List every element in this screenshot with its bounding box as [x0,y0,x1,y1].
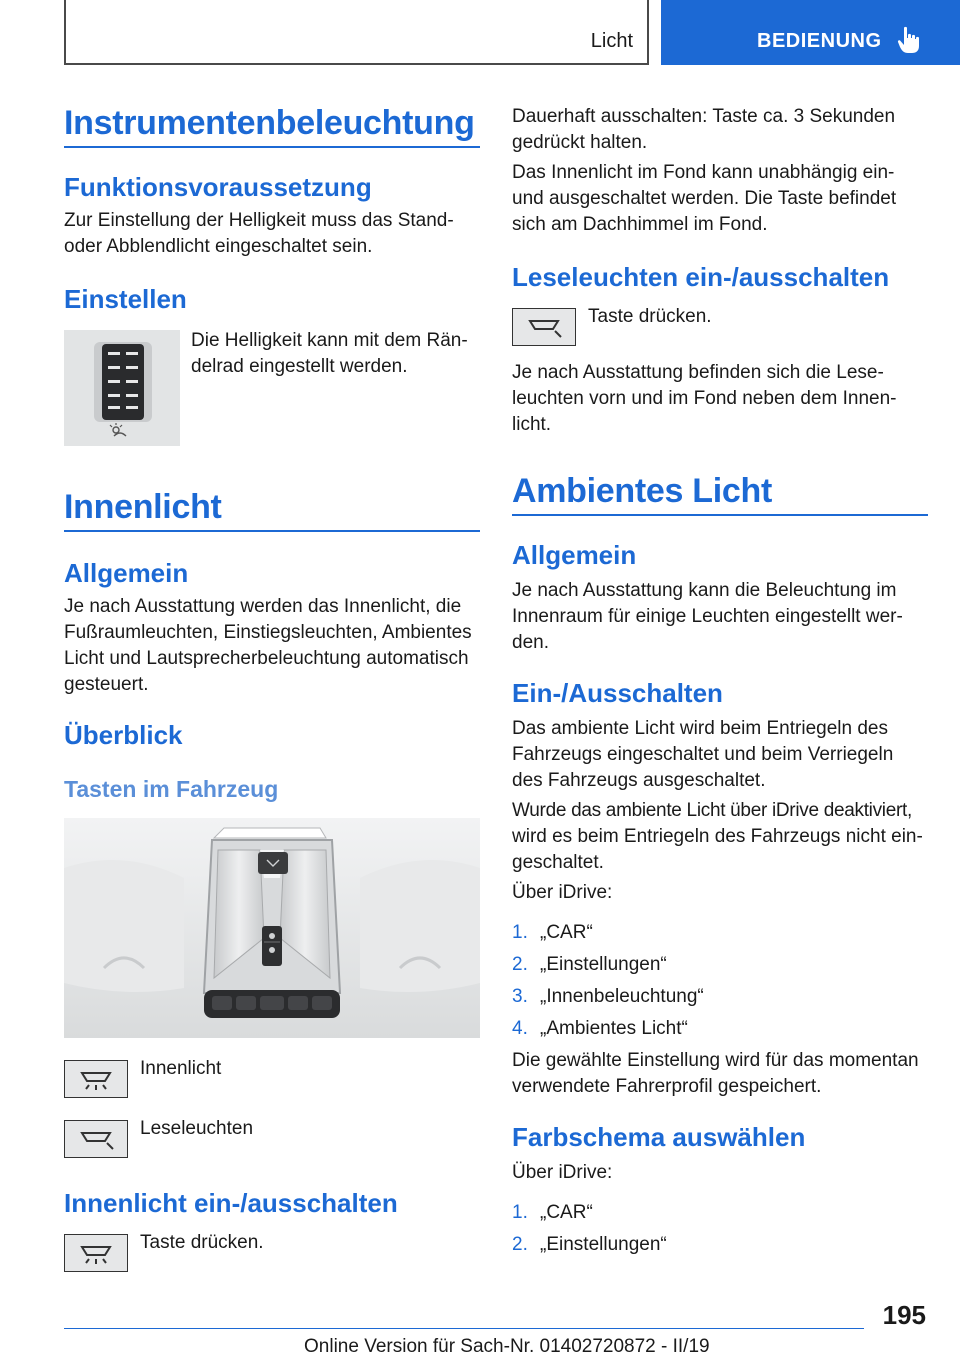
paragraph-line: Innenraum für einige Leuchten eingestellt wer‐ [512,606,903,627]
paragraph-line: Das ambiente Licht wird beim Entriegeln des [512,718,888,739]
heading-leseleuchten-ein-aus: Leseleuchten ein-/ausschalten [512,262,890,292]
paragraph-line: und ausgeschaltet werden. Die Taste befindet [512,188,897,209]
paragraph-line: Je nach Ausstattung befinden sich die Lese‐ [512,362,884,383]
list-item-number: 2. [512,954,528,975]
overhead-console-image [64,818,480,1038]
interior-light-icon [65,1235,127,1271]
leseleuchten-button-thumbnail [64,1120,128,1158]
paragraph-line: Fahrzeugs eingeschaltet und beim Verriegeln [512,744,894,765]
innenlicht-button-thumbnail [64,1234,128,1272]
heading-ambientes-licht: Ambientes Licht [512,472,772,510]
pointing-hand-icon [897,26,921,54]
paragraph-line: Das Innenlicht im Fond kann unabhängig ein- [512,162,895,183]
reading-light-icon [513,309,575,345]
heading-allgemein: Allgemein [512,540,637,570]
header-chapter-tab [661,0,960,65]
heading-funktionsvoraussetzung: Funktionsvoraussetzung [64,172,372,202]
paragraph-line: den. [512,632,549,653]
label-innenlicht: Innenlicht [140,1058,222,1079]
paragraph-line: Fußraumleuchten, Einstiegsleuchten, Ambientes [64,622,472,643]
paragraph-line: wird es beim Entriegeln des Fahrzeugs nicht ein‐ [512,826,923,847]
list-item-text: „Innenbeleuchtung“ [540,986,704,1007]
paragraph-ueber-idrive: Über iDrive: [512,1162,613,1183]
paragraph-line: Licht und Lautsprecherbeleuchtung automatisch [64,648,469,669]
page-number: 195 [882,1300,926,1330]
heading-rule [64,530,480,532]
paragraph-line: leuchten vorn und im Fond neben dem Innen‐ [512,388,897,409]
footer-version-text: Online Version für Sach-Nr. 01402720872 - II/19 [304,1336,710,1357]
list-item-number: 1. [512,922,528,943]
header-chapter-label: BEDIENUNG [757,30,882,52]
heading-allgemein: Allgemein [64,558,189,588]
innenlicht-button-thumbnail [64,1060,128,1098]
list-item-text: „CAR“ [540,1202,593,1223]
paragraph-line: licht. [512,414,552,435]
list-item-text: „Einstellungen“ [540,1234,667,1255]
paragraph-line: Zur Einstellung der Helligkeit muss das Stand‐ [64,210,454,231]
dimmer-wheel-icon [64,330,180,446]
paragraph-line: gesteuert. [64,674,149,695]
dimmer-wheel-image [64,330,180,446]
paragraph-line: Wurde das ambiente Licht über iDrive deaktiviert, [512,800,912,821]
label-leseleuchten: Leseleuchten [140,1118,254,1139]
header-section-label: Licht [590,30,633,52]
paragraph-ueber-idrive: Über iDrive: [512,882,613,903]
paragraph-line: Die gewählte Einstellung wird für das momentan [512,1050,919,1071]
list-item-text: „CAR“ [540,922,593,943]
header-section-box [64,0,649,65]
paragraph-taste-druecken: Taste drücken. [588,306,712,327]
heading-rule [512,514,928,516]
heading-instrumentenbeleuchtung: Instrumentenbeleuchtung [64,104,475,142]
paragraph-line: delrad eingestellt werden. [191,356,408,377]
paragraph-line: gedrückt halten. [512,132,648,153]
list-item-number: 2. [512,1234,528,1255]
heading-innenlicht-ein-aus: Innenlicht ein-/ausschalten [64,1188,398,1218]
list-item-number: 1. [512,1202,528,1223]
heading-farbschema: Farbschema auswählen [512,1122,806,1152]
interior-light-icon [65,1061,127,1097]
paragraph-line: Die Helligkeit kann mit dem Rän‐ [191,330,468,351]
list-item-text: „Ambientes Licht“ [540,1018,688,1039]
overhead-console-icon [64,818,480,1038]
paragraph-line: verwendete Fahrerprofil gespeichert. [512,1076,822,1097]
heading-innenlicht: Innenlicht [64,488,222,526]
footer-rule [64,1328,864,1329]
heading-ein-ausschalten: Ein-/Ausschalten [512,678,723,708]
paragraph-line: des Fahrzeugs ausgeschaltet. [512,770,766,791]
list-item-number: 4. [512,1018,528,1039]
leseleuchten-button-thumbnail [512,308,576,346]
paragraph-line: oder Abblendlicht eingeschaltet sein. [64,236,373,257]
paragraph-line: Je nach Ausstattung werden das Innenlicht, die [64,596,462,617]
heading-ueberblick: Überblick [64,720,183,750]
paragraph-line: geschaltet. [512,852,604,873]
paragraph-line: Je nach Ausstattung kann die Beleuchtung im [512,580,897,601]
paragraph-line: Dauerhaft ausschalten: Taste ca. 3 Sekunden [512,106,896,127]
list-item-text: „Einstellungen“ [540,954,667,975]
heading-tasten-im-fahrzeug: Tasten im Fahrzeug [64,776,279,802]
reading-light-icon [65,1121,127,1157]
list-item-number: 3. [512,986,528,1007]
paragraph-taste-druecken: Taste drücken. [140,1232,264,1253]
paragraph-line: sich am Dachhimmel im Fond. [512,214,768,235]
heading-rule [64,146,480,148]
heading-einstellen: Einstellen [64,284,187,314]
